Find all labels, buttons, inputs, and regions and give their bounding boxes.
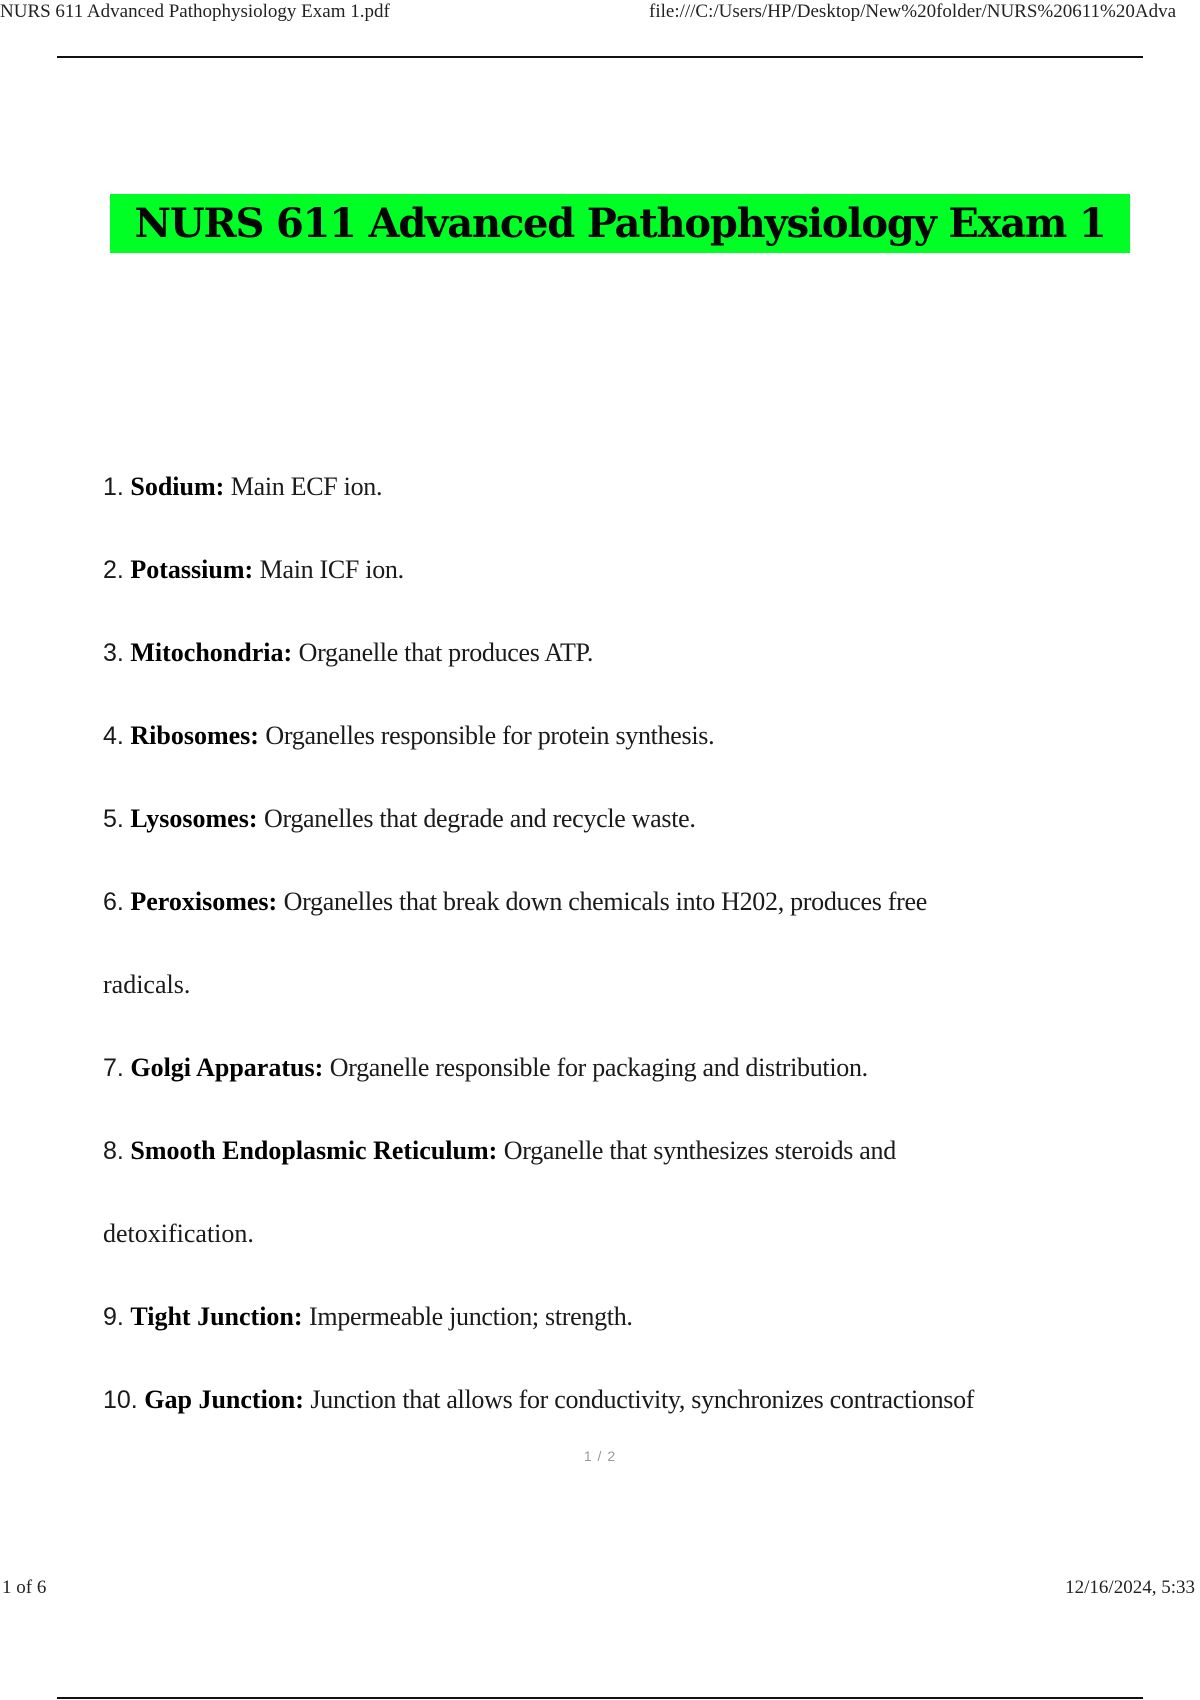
print-footer-pages: 1 of 6 <box>2 1577 47 1598</box>
item-term: Gap Junction: <box>144 1385 304 1414</box>
item-term: Lysosomes: <box>130 804 258 833</box>
item-definition: Organelles responsible for protein synthesis. <box>265 721 715 750</box>
item-term: Ribosomes: <box>130 721 259 750</box>
item-definition: Main ECF ion. <box>230 472 383 501</box>
list-item <box>103 694 1163 777</box>
list-item <box>103 777 1163 860</box>
bottom-rule <box>57 1697 1143 1699</box>
item-term: Sodium: <box>130 472 225 501</box>
item-number: 6. <box>103 888 124 916</box>
item-definition: Organelle that synthesizes steroids and <box>503 1136 896 1165</box>
list-item-continuation: radicals. <box>103 970 191 999</box>
definition-list <box>103 445 1163 1441</box>
item-definition: Organelle that produces ATP. <box>298 638 594 667</box>
item-number: 1. <box>103 473 124 501</box>
print-footer-datetime: 12/16/2024, 5:33 <box>1065 1577 1195 1598</box>
print-header-url: file:///C:/Users/HP/Desktop/New%20folder/NURS%20611%20Adva <box>649 1 1177 22</box>
page-indicator: 1 / 2 <box>583 1448 617 1464</box>
top-rule <box>57 56 1143 58</box>
list-item <box>103 1275 1163 1358</box>
list-item <box>103 611 1163 694</box>
document-title-highlight <box>110 194 1130 253</box>
item-term: Peroxisomes: <box>130 887 278 916</box>
item-number: 10. <box>103 1386 138 1414</box>
list-item-continuation: detoxification. <box>103 1219 254 1248</box>
list-item <box>103 860 1163 943</box>
item-term: Mitochondria: <box>130 638 293 667</box>
item-definition: Organelles that degrade and recycle waste. <box>263 804 696 833</box>
item-definition: Organelle responsible for packaging and distribution. <box>329 1053 868 1082</box>
print-header-title: NURS 611 Advanced Pathophysiology Exam 1.pdf <box>0 1 390 22</box>
item-number: 3. <box>103 639 124 667</box>
item-term: Tight Junction: <box>130 1302 303 1331</box>
item-term: Golgi Apparatus: <box>130 1053 324 1082</box>
item-number: 9. <box>103 1303 124 1331</box>
list-item <box>103 1026 1163 1109</box>
item-definition: Organelles that break down chemicals into H202, produces free <box>283 887 927 916</box>
document-title: NURS 611 Advanced Pathophysiology Exam 1 <box>134 200 1106 247</box>
item-number: 4. <box>103 722 124 750</box>
list-item <box>103 445 1163 528</box>
item-number: 8. <box>103 1137 124 1165</box>
item-term: Potassium: <box>130 555 254 584</box>
list-item <box>103 1358 1163 1441</box>
item-definition: Main ICF ion. <box>259 555 404 584</box>
list-item <box>103 528 1163 611</box>
item-definition: Impermeable junction; strength. <box>309 1302 633 1331</box>
item-number: 2. <box>103 556 124 584</box>
list-item <box>103 1109 1163 1192</box>
item-number: 5. <box>103 805 124 833</box>
item-number: 7. <box>103 1054 124 1082</box>
item-term: Smooth Endoplasmic Reticulum: <box>130 1136 498 1165</box>
item-definition: Junction that allows for conductivity, synchronizes contractionsof <box>310 1385 975 1414</box>
